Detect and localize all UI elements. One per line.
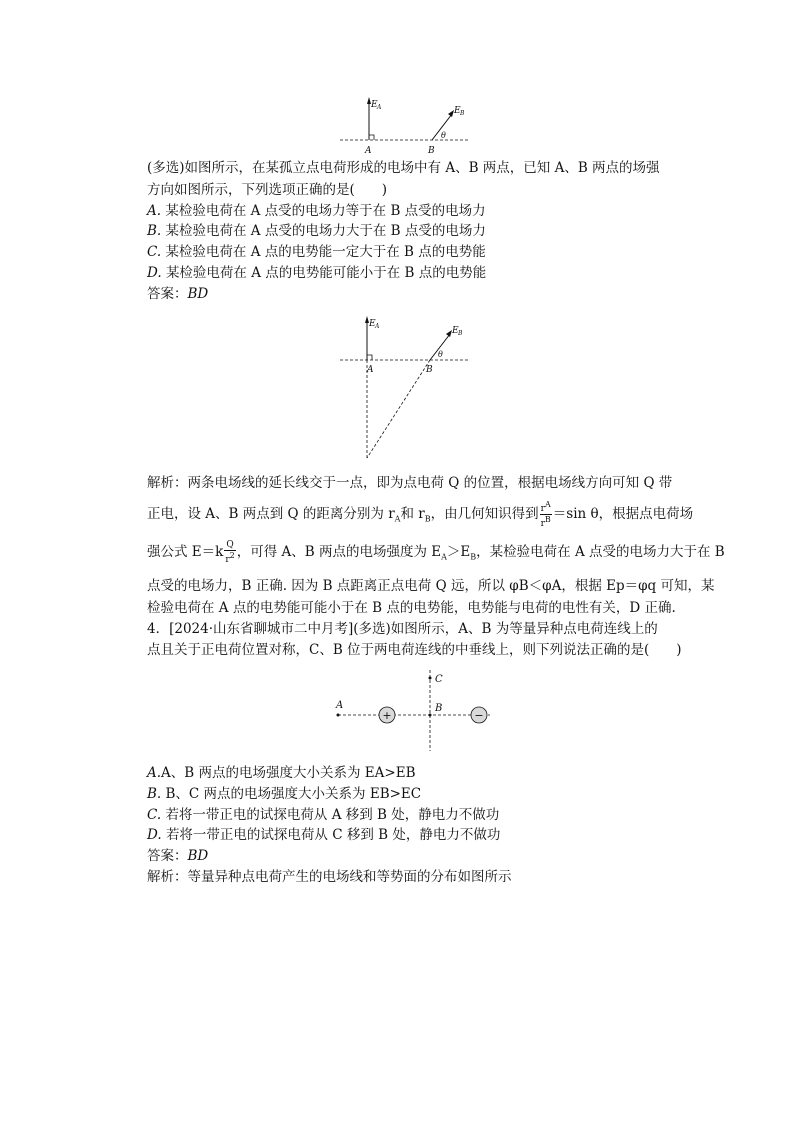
q3-option-c: C. 某检验电荷在 A 点的电势能一定大于在 B 点的电势能 [147,244,486,260]
svg-text:B: B [428,146,435,156]
q3-option-a: A. 某检验电荷在 A 点受的电场力等于在 B 点受的电场力 [147,203,486,219]
q3-solution-line5: 检验电荷在 A 点的电势能可能小于在 B 点的电势能，电势能与电荷的电性有关，D 正确. [147,600,676,616]
figure-dipole [330,665,500,755]
svg-text:A: A [367,365,374,375]
fraction-q-r2: $\frac{Q}{r^2}$ [225,540,235,565]
q4-option-d: D. 若将一带正电的试探电荷从 C 移到 B 处，静电力不做功 [147,827,501,843]
q3-option-d: D. 某检验电荷在 A 点的电势能可能小于在 B 点的电势能 [147,265,487,281]
svg-text:A: A [336,700,344,711]
svg-text:E: E [454,106,461,116]
q3-stem-line2: 方向如图所示，下列选项正确的是( ) [147,182,388,198]
q4-stem-line1: 4．[2024·山东省聊城市二中月考](多选)如图所示，A、B 为等量异种点电荷连线上的 [147,621,658,637]
q3-solution-line3: 强公式 E＝k $\frac{Q}{r^2}$ ，可得 A、B 两点的电场强度为 $E_A>E_B$，某检验电荷在 A 点受的电场力大于在 B [147,540,725,565]
svg-text:B: B [435,703,443,714]
svg-text:C: C [435,674,443,685]
svg-text:B: B [426,365,433,375]
q4-option-c: C. 若将一带正电的试探电荷从 A 移到 B 处，静电力不做功 [147,807,500,823]
q3-stem-line1: (多选)如图所示，在某孤立点电荷形成的电场中有 A、B 两点，已知 A、B 两点的场强 [147,160,660,176]
svg-text:E: E [371,100,378,110]
svg-text:−: − [474,709,484,722]
svg-text:E: E [369,319,376,329]
svg-text:A: A [375,323,380,330]
svg-text:A: A [377,104,382,111]
fraction-ra-rb: $\frac{r^A}{r^B}$ [540,500,551,529]
svg-text:B: B [458,330,463,337]
q3-solution-line2: 正电，设 A、B 两点到 Q 的距离分别为 $r_A$和 $r_B$，由几何知识得到 $\frac{r^A}{r^B}$ ＝sin θ，根据点电荷场 [147,500,694,529]
q4-answer: 答案：BD [147,848,209,864]
q4-option-a: A.A、B 两点的电场强度大小关系为 EA>EB [147,765,416,781]
svg-text:θ: θ [438,350,443,359]
q3-solution-line1: 解析：两条电场线的延长线交于一点，即为点电荷 Q 的位置，根据电场线方向可知 Q 带 [147,475,673,491]
q4-option-b: B. B、C 两点的电场强度大小关系为 EB>EC [147,786,422,802]
figure-field-lines-1 [340,95,490,157]
svg-text:A: A [365,146,372,156]
svg-text:+: + [382,709,392,722]
q4-stem-line2: 点且关于正电荷位置对称，C、B 位于两电荷连线的中垂线上，则下列说法正确的是( ) [147,642,682,658]
svg-text:θ: θ [441,131,446,140]
svg-text:E: E [452,326,459,336]
svg-text:B: B [460,110,465,117]
q3-answer: 答案：BD [147,286,209,302]
q4-solution: 解析：等量异种点电荷产生的电场线和等势面的分布如图所示 [147,869,512,885]
q3-option-b: B. 某检验电荷在 A 点受的电场力大于在 B 点受的电场力 [147,223,486,239]
q3-solution-line4: 点受的电场力，B 正确. 因为 B 点距离正点电荷 Q 远，所以 φB＜φA，根据 Ep＝φq 可知，某 [147,578,715,594]
figure-field-lines-2 [340,312,490,462]
